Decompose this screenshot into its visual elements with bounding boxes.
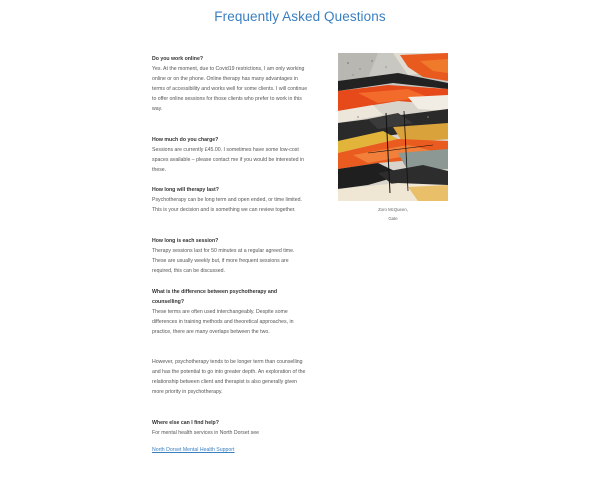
artwork-caption-title: Gate xyxy=(388,216,398,221)
faq-question: How long will therapy last? xyxy=(152,187,219,193)
faq-answer: Therapy sessions last for 50 minutes at a regular agreed time. These are usually weekly but, if more frequent sessions are required, this can be discussed. xyxy=(152,248,295,275)
faq-item-session-length xyxy=(152,236,310,276)
faq-answer: However, psychotherapy tends to be longer term than counselling and has the potential to go into greater depth. An exploration of the relationship between client and therapist is also generally given more priority in psychotherapy. xyxy=(152,359,306,396)
faq-item-charge xyxy=(152,135,310,175)
faq-item-online xyxy=(152,54,310,114)
faq-item-duration xyxy=(152,185,310,215)
collage-artwork xyxy=(338,53,448,201)
faq-item-help xyxy=(152,418,310,456)
artwork-caption-artist: Zoro McQueen, xyxy=(378,207,408,212)
north-dorset-mental-health-link[interactable]: North Dorset Mental Health Support xyxy=(152,447,235,454)
artwork-caption xyxy=(338,205,448,223)
faq-answer: Psychotherapy can be long term and open ended, or time limited. This is your decision and is something we can review together. xyxy=(152,197,302,214)
faq-item-difference-continued xyxy=(152,357,310,397)
collage-artwork-image xyxy=(338,53,448,201)
faq-item-difference xyxy=(152,287,310,337)
faq-answer: For mental health services in North Dorset see xyxy=(152,430,259,436)
faq-question: Do you work online? xyxy=(152,56,204,62)
faq-question: What is the difference between psychotherapy and counselling? xyxy=(152,289,278,305)
faq-answer: Yes. At the moment, due to Covid19 restrictions, I am only working online or on the phone. Online therapy has many advantages in terms of accessibility and works well for some clients. I will continue to offer online sessions for those clients who prefer to work in this way. xyxy=(152,66,308,113)
faq-question: How long is each session? xyxy=(152,238,219,244)
faq-question: Where else can I find help? xyxy=(152,420,219,426)
faq-answer: These terms are often used interchangeably. Despite some differences in training methods and theoretical approaches, in practice, there are many overlaps between the two. xyxy=(152,309,294,336)
faq-answer: Sessions are currently £45.00. I sometimes have some low-cost spaces available – please contact me if you would be interested in these. xyxy=(152,147,304,174)
page-title: Frequently Asked Questions xyxy=(214,9,386,24)
faq-question: How much do you charge? xyxy=(152,137,219,143)
